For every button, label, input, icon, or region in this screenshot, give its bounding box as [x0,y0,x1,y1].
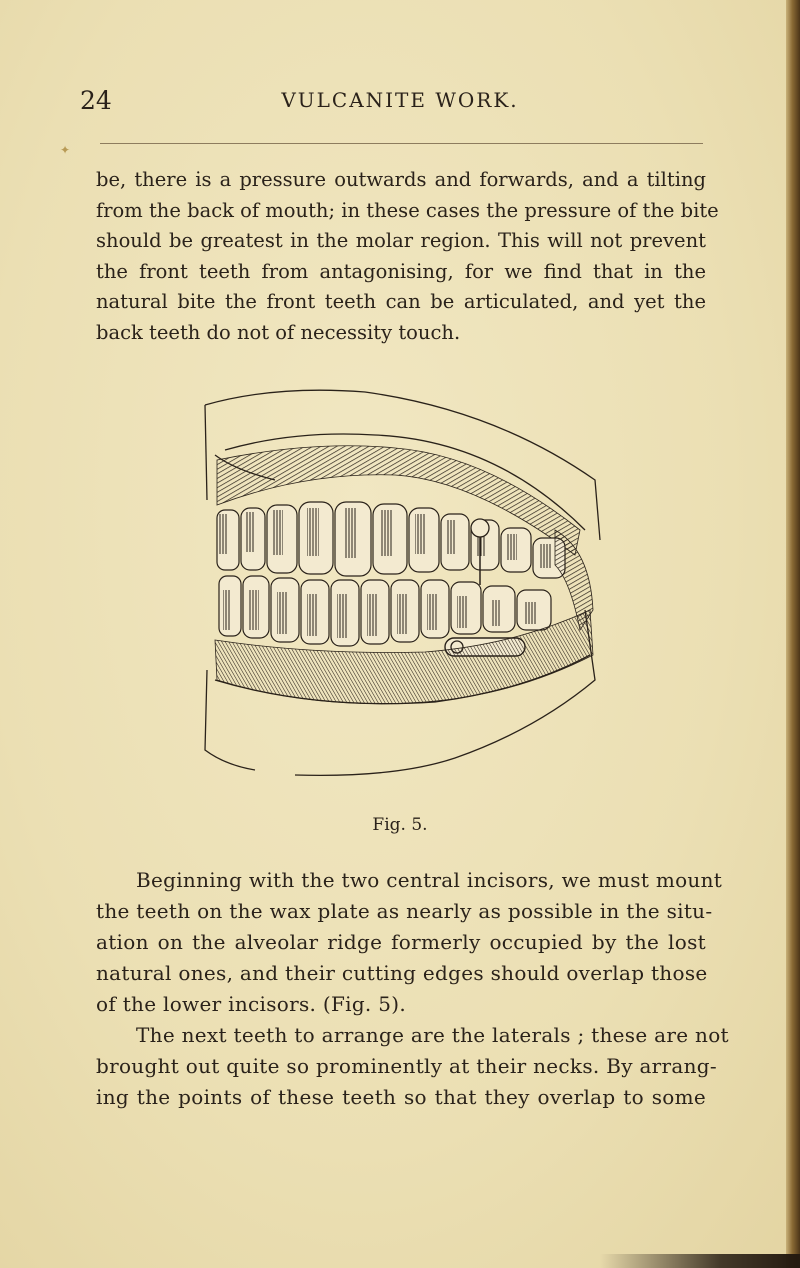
page-number: 24 [80,86,112,115]
text-line: natural bite the front teeth can be articulated, and yet the [96,290,706,314]
text-line: of the lower incisors. (Fig. 5). [96,992,407,1016]
text-line: Beginning with the two central incisors, we must mount [136,868,723,892]
book-spine-edge [786,0,800,1268]
figure-caption: Fig. 5. [372,815,428,835]
page-shadow [600,1254,800,1268]
text-line: from the back of mouth; in these cases the pressure of the bite [96,198,719,222]
text-line: brought out quite so prominently at their necks. By arrang- [96,1054,717,1078]
running-head [80,86,720,120]
running-title: VULCANITE WORK. [281,88,519,112]
paragraph-2 [96,865,729,1113]
text-line: should be greatest in the molar region. This will not prevent [96,229,706,253]
text-line: the teeth on the wax plate as nearly as possible in the situ- [96,899,713,923]
text-line: The next teeth to arrange are the laterals ; these are not [136,1023,729,1047]
text-line: natural ones, and their cutting edges should overlap those [96,961,708,985]
text-line: ing the points of these teeth so that they overlap to some [96,1085,706,1109]
text-line: be, there is a pressure outwards and forwards, and a tilting [96,168,706,191]
header-rule [100,143,703,144]
ink-blot-mark: ✦ [60,143,71,157]
dental-articulation-illustration [195,380,615,790]
text-line: ation on the alveolar ridge formerly occupied by the lost [96,930,706,954]
text-line: the front teeth from antagonising, for we find that in the [96,259,706,283]
paragraph-1 [96,165,719,349]
text-line: back teeth do not of necessity touch. [96,320,461,344]
